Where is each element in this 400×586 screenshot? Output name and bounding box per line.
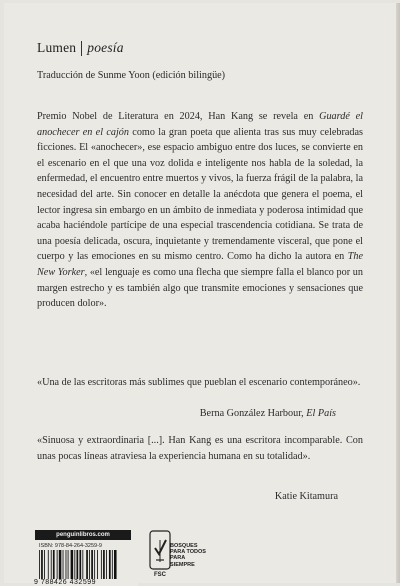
tree-checkmark-icon xyxy=(149,530,171,570)
quote-author: Berna González Harbour, xyxy=(199,408,307,419)
fsc-slogan-line: BOSQUES xyxy=(170,543,198,549)
book-blurb xyxy=(37,109,363,312)
fsc-abbreviation: FSC xyxy=(154,572,166,578)
quote-author: Katie Kitamura xyxy=(274,491,338,502)
blurb-part-3: , «el lenguaje es como una flecha que siempre falla el blanco por un margen estrecho y es también algo que transmite emociones y sensaciones que producen dolor». xyxy=(37,266,363,310)
fsc-logo xyxy=(149,530,209,582)
review-quote: «Una de las escritoras más sublimes que pueblan el escenario contemporáneo». xyxy=(37,377,361,388)
blurb-part-1: Premio Nobel de Literatura en 2024, Han Kang se revela en xyxy=(37,111,320,122)
series-name: poesía xyxy=(87,40,124,55)
blurb-part-2: como la gran poeta que alienta tras sus muy celebradas ficciones. El «anochecer», ese espacio ambiguo entre dos luces, se convierte en el escenario en el que una voz dolida e inteligente nos habla de la soledad, la enfermedad, el encuentro entre muertos y vivos, la fuerza frágil de la palabra, la necesidad del arte. Sin conocer en detalle la anécdota que genera el poema, el lector ingresa sin embargo en un ámbito de inmediata y poderosa intimidad que acaba haciéndole partícipe de una especial trascendencia cotidiana. Se trata de una poesía delicada, oscura, inquietante y tremendamente visceral, que pone el cuerpo y las emociones en su mismo centro. Como ha dicho la autora en xyxy=(37,126,363,263)
publisher-imprint xyxy=(37,40,124,56)
fsc-slogan-line: PARA TODOS xyxy=(170,549,206,556)
book-title: Guardé el anochecer en el cajón xyxy=(37,111,363,138)
fsc-slogan-line: PARA SIEMPRE xyxy=(170,555,195,568)
review-quote: «Sinuosa y extraordinaria [...]. Han Kang es una escritora incomparable. Con unas pocas líneas atraviesa la experiencia humana en su totalidad». xyxy=(37,435,363,462)
quote-source: El País xyxy=(306,408,336,419)
magazine-title: The New Yorker xyxy=(37,251,363,278)
barcode-digits: 9 788426 432599 xyxy=(34,579,138,586)
book-back-cover xyxy=(4,3,396,586)
publisher-name: Lumen xyxy=(37,40,77,55)
barcode xyxy=(39,550,133,582)
publisher-website: penguinlibros.com xyxy=(35,530,131,540)
imprint-divider xyxy=(81,41,82,56)
quote-attribution xyxy=(200,408,336,419)
translation-credit: Traducción de Sunme Yoon (edición bilingüe) xyxy=(37,70,226,81)
quote-attribution xyxy=(275,491,338,502)
isbn-label: ISBN: 978-84-264-3259-9 xyxy=(39,543,102,549)
fsc-slogan xyxy=(170,543,209,568)
